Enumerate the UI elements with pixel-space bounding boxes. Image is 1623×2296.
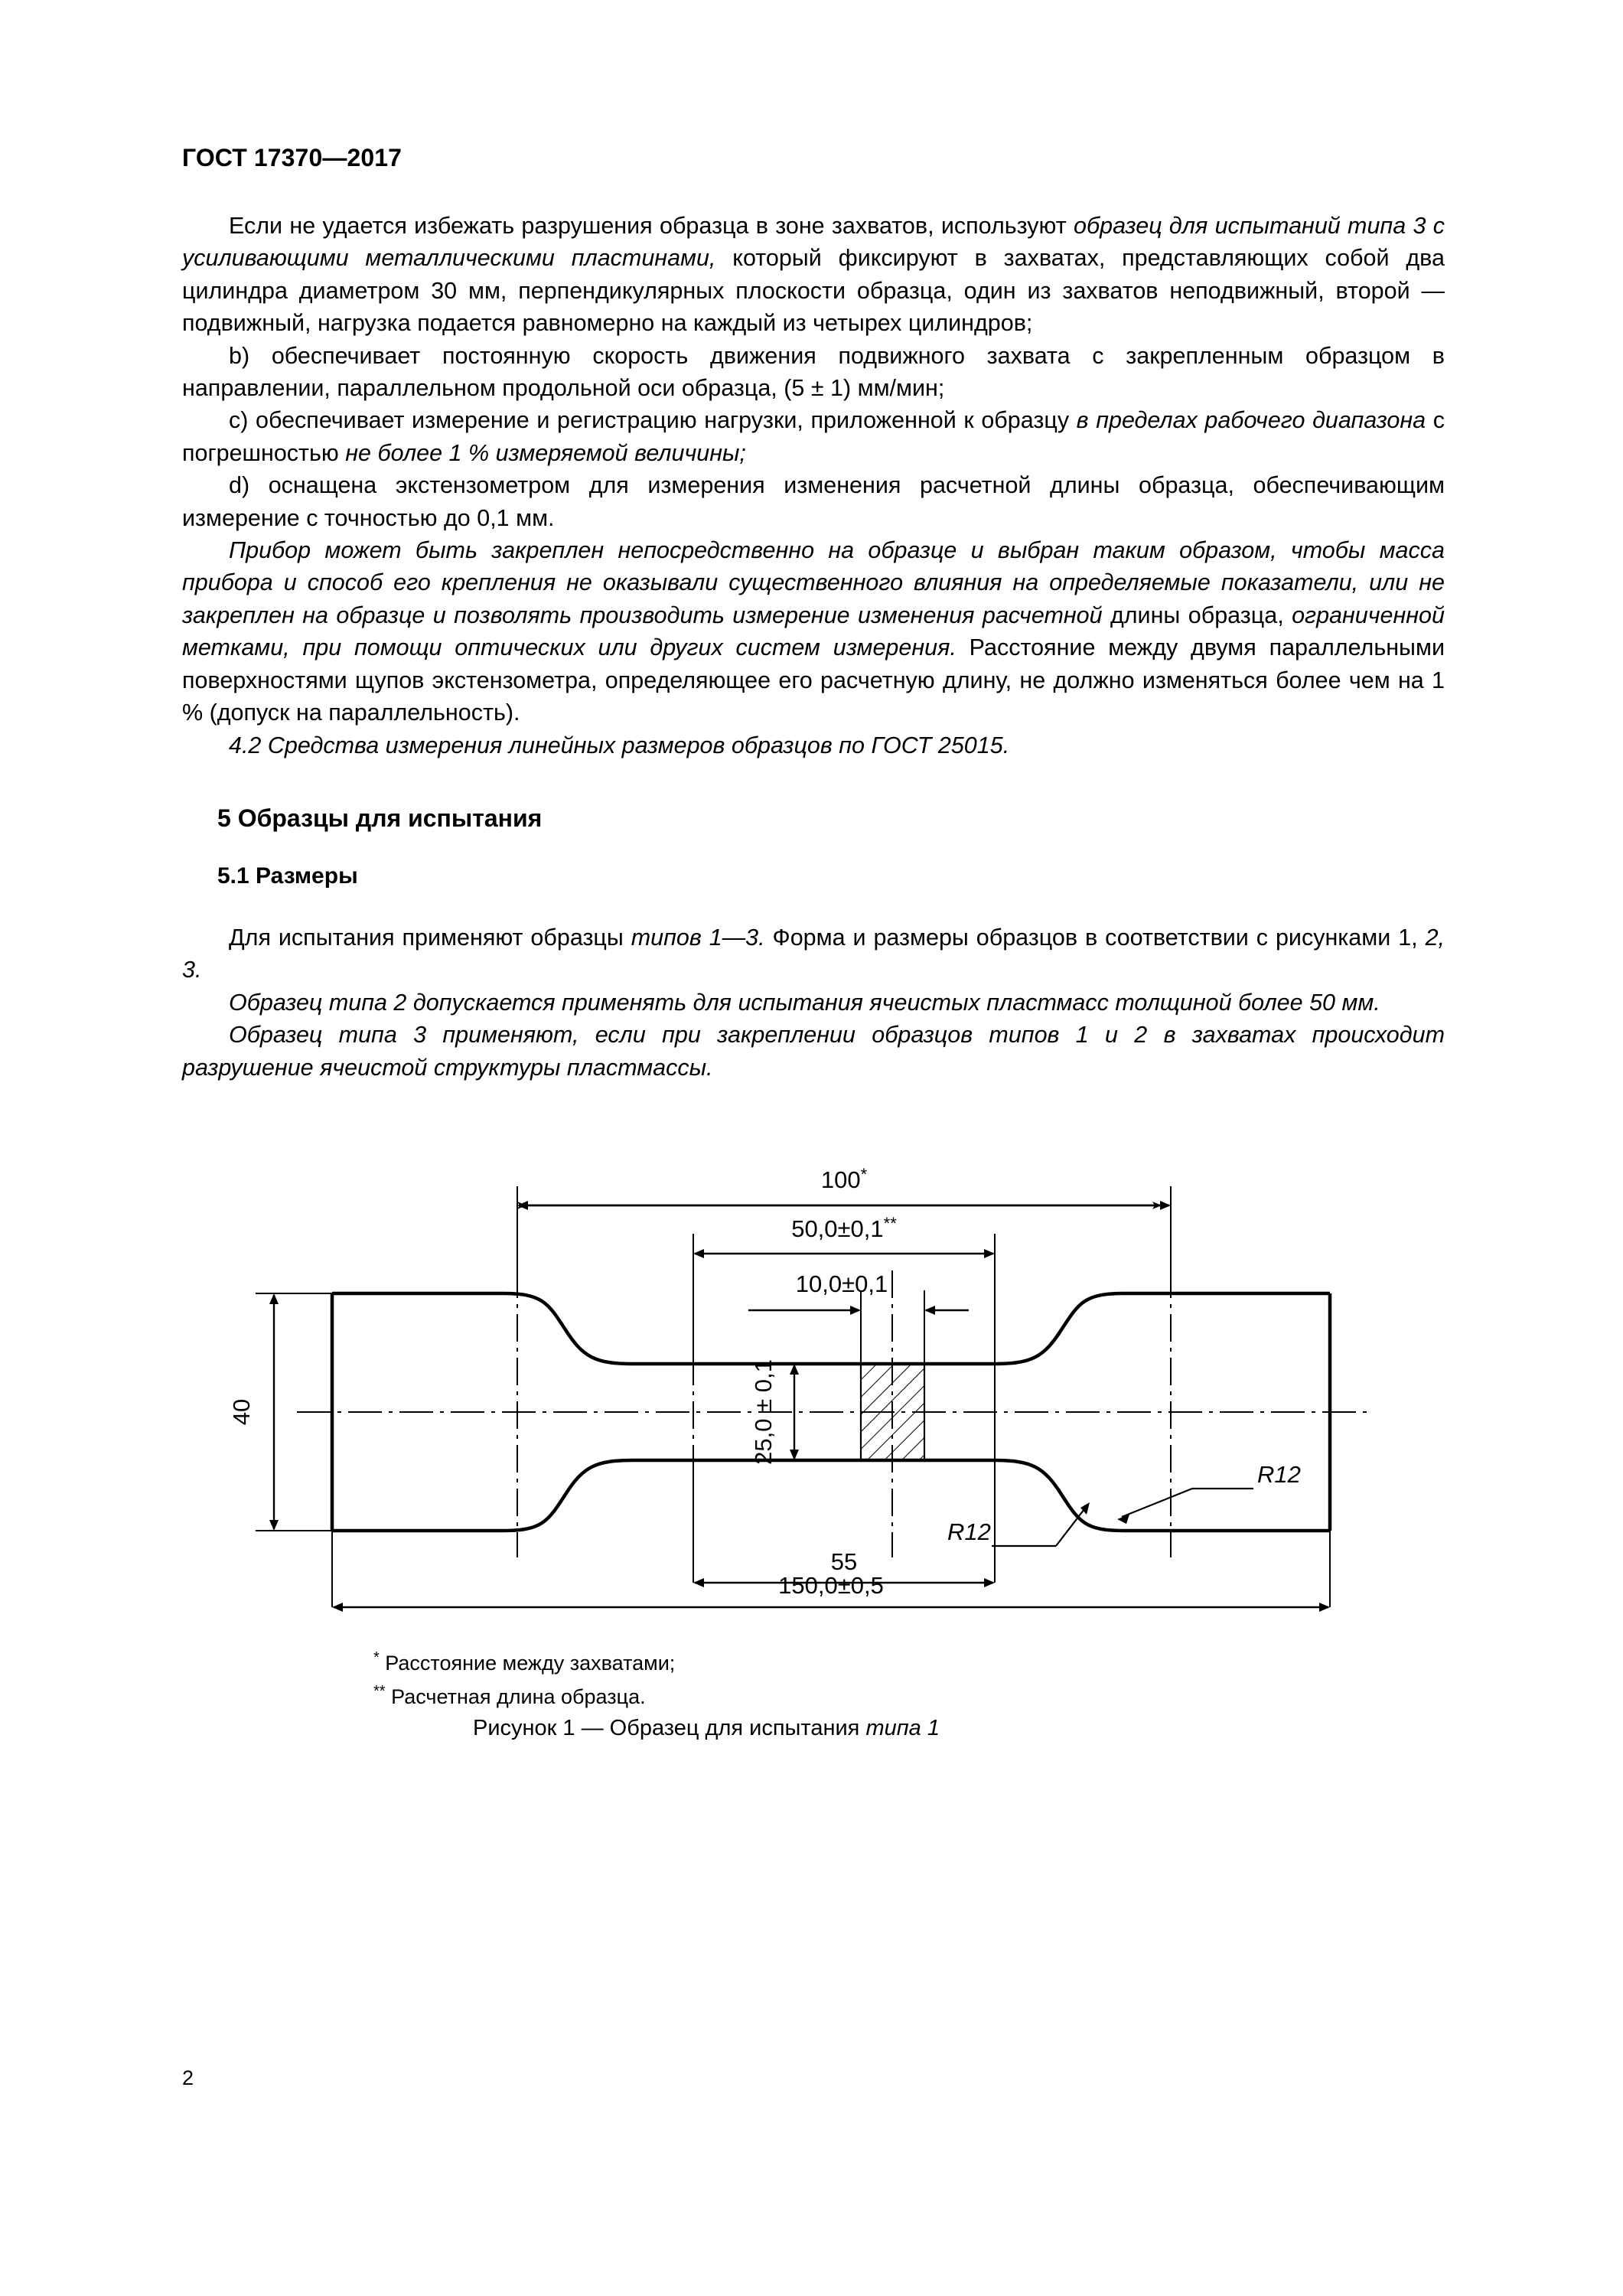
paragraph-c [182, 404, 1445, 469]
p1-run1: Если не удается избежать разрушения образца в зоне захватов, используют [229, 213, 1074, 239]
p7-run4: 2, 3. [182, 924, 1445, 983]
p3-run3: с погрешностью [182, 407, 1445, 466]
caption-run1: Рисунок 1 — Образец для испытания [472, 1715, 866, 1740]
standard-header: ГОСТ 17370—2017 [182, 144, 402, 171]
paragraph-device [182, 534, 1445, 729]
p3-run4: не более 1 % измеряемой величины; [345, 439, 746, 466]
p5-run2: длины образца, [1102, 602, 1292, 628]
p5-run1: Прибор может быть закреплен непосредственно на образце и выбран таким образом, чтобы масса прибора и способ его крепления не оказывали существенного влияния на определяемые показатели, или не закреплен на образце и позволять производить измерение изменения расчетной [182, 537, 1445, 628]
p7-run1: Для испытания применяют образцы [229, 924, 631, 951]
figure-caption [182, 1716, 1445, 1741]
caption-run2: типа 1 [865, 1715, 940, 1740]
body-text-block [182, 210, 1445, 762]
dim-10: 10,0±0,1 [795, 1270, 888, 1297]
dim-r12-upper: R12 [1257, 1460, 1301, 1488]
p5-run3: ограниченной метками, при помощи оптических или других систем измерения. [182, 602, 1445, 661]
dim-25: 25,0 ± 0,1 [750, 1359, 777, 1465]
footnote-2-mark: ** [373, 1682, 386, 1700]
subsection-heading-5-1: 5.1 Размеры [217, 863, 358, 889]
p8-run1: Образец типа 2 допускается применять для испытания ячеистых пластмасс толщиной более 50 мм. [229, 989, 1380, 1016]
paragraph-type-3 [182, 1019, 1445, 1084]
paragraph-4-2 [182, 729, 1445, 762]
p2-run1: b) обеспечивает постоянную скорость движения подвижного захвата с закрепленным образцом в направлении, параллельном продольной оси образца, (5 ± 1) мм/мин; [182, 342, 1445, 402]
paragraph-type-2 [182, 987, 1445, 1019]
specimen-drawing-svg [182, 1140, 1445, 1630]
figure-footnote-1 [373, 1644, 1445, 1678]
footnote-1-text: Расстояние между захватами; [379, 1651, 676, 1675]
dim-40: 40 [228, 1398, 255, 1426]
p9-run1: Образец типа 3 применяют, если при закреплении образцов типов 1 и 2 в захватах происходит разрушение ячеистой структуры пластмассы. [182, 1022, 1445, 1081]
paragraph-d [182, 469, 1445, 534]
page-content [182, 0, 1445, 1741]
paragraph-types [182, 921, 1445, 987]
dim-r12-lower: R12 [947, 1518, 991, 1545]
p4-run1: d) оснащена экстензометром для измерения изменения расчетной длины образца, обеспечивающим измерение с точностью до 0,1 мм. [182, 472, 1445, 531]
p6-run1: 4.2 Средства измерения линейных размеров образцов по ГОСТ 25015. [229, 732, 1010, 758]
footnote-1-mark: * [373, 1649, 380, 1666]
dim-50: 50,0±0,1** [791, 1213, 897, 1242]
paragraph-a-continuation [182, 210, 1445, 340]
footnote-2-text: Расчетная длина образца. [385, 1684, 646, 1708]
dim-55: 55 [830, 1548, 858, 1575]
p7-run3: Форма и размеры образцов в соответствии с рисунками 1, [764, 924, 1426, 951]
p1-run2: образец для испытаний типа 3 с усиливающими металлическими пластинами, [182, 213, 1445, 272]
p5-run4: Расстояние между двумя параллельными поверхностями щупов экстензометра, определяющее его расчетную длину, не должно изменяться более чем на 1 % (допуск на параллельность). [182, 634, 1445, 726]
section-heading-5: 5 Образцы для испытания [217, 804, 543, 832]
p3-run1: c) обеспечивает измерение и регистрацию нагрузки, приложенной к образцу [229, 407, 1077, 434]
dim-150: 150,0±0,5 [778, 1571, 884, 1599]
dim-100: 100* [820, 1164, 868, 1193]
figure-1-drawing [182, 1140, 1445, 1630]
p3-run2: в пределах рабочего диапазона [1076, 407, 1426, 434]
p7-run2: типов 1—3. [631, 924, 765, 951]
p1-run3: который фиксируют в захватах, представляющих собой два цилиндра диаметром 30 мм, перпендикулярных плоскости образца, один из захватов неподвижный, второй — подвижный, нагрузка подается равномерно на каждый из четырех цилиндров; [182, 245, 1445, 337]
paragraph-b [182, 340, 1445, 405]
body-text-block-2 [182, 921, 1445, 1084]
figure-footnotes [373, 1644, 1445, 1711]
page-number: 2 [182, 2066, 194, 2089]
figure-footnote-2 [373, 1678, 1445, 1711]
